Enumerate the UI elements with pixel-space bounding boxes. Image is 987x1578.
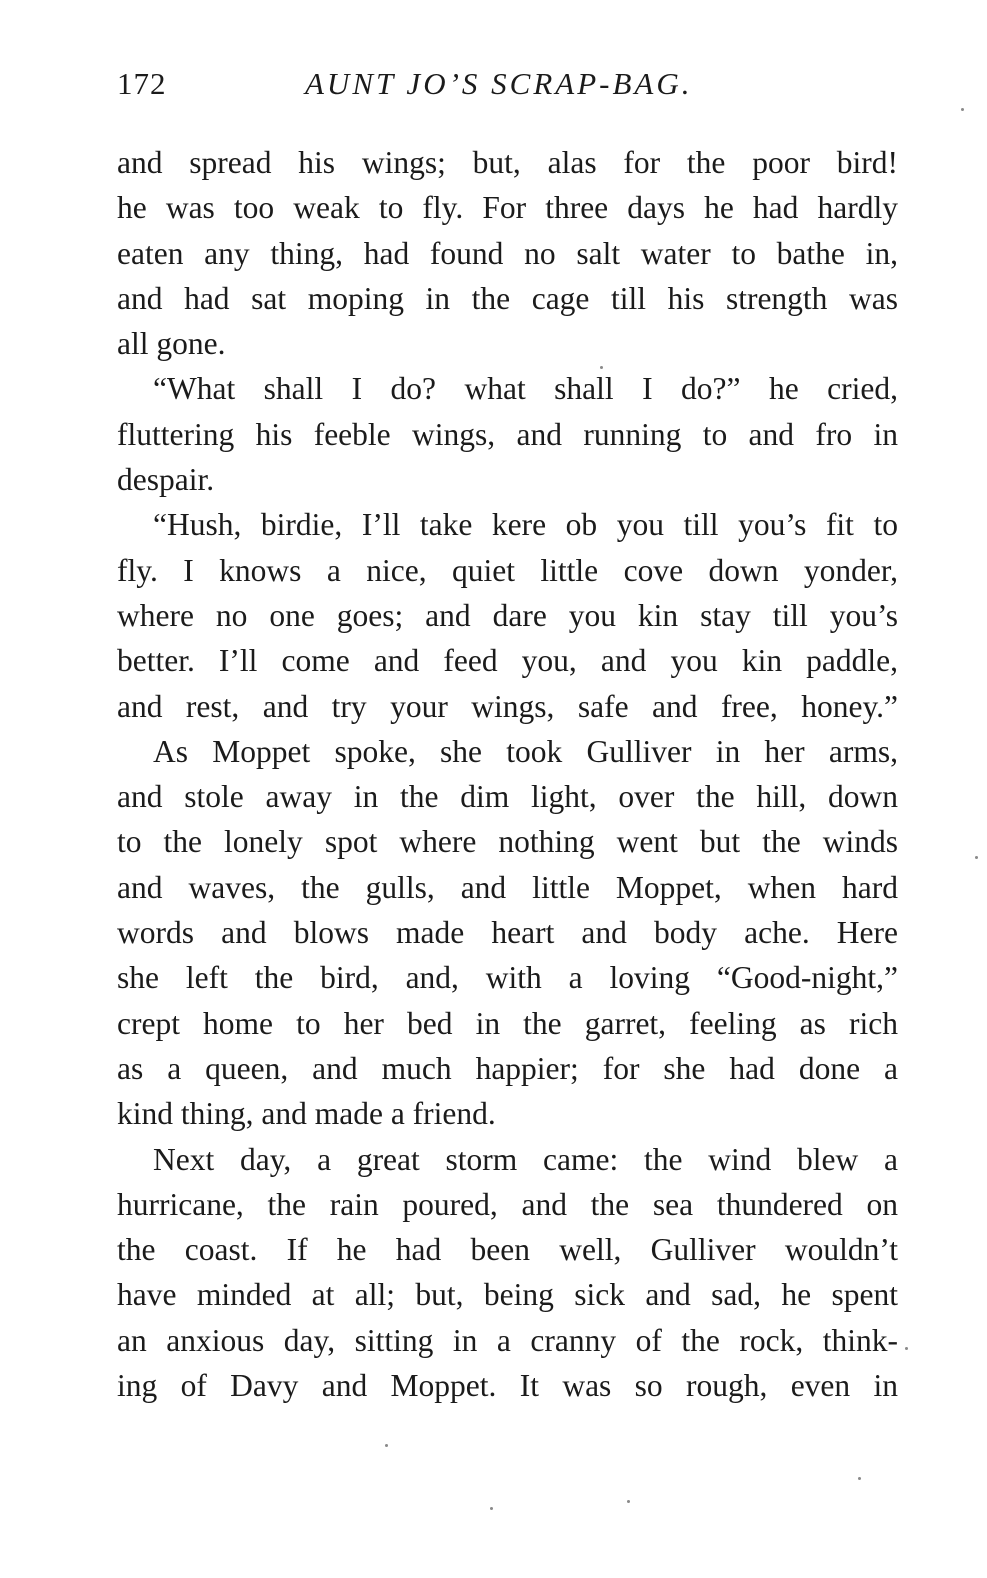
text-line: ing of Davy and Moppet. It was so rough, even in — [117, 1368, 898, 1404]
text-line: words and blows made heart and body ache. Here — [117, 915, 898, 951]
scan-speck — [490, 1507, 493, 1510]
text-line: and spread his wings; but, alas for the poor bird! — [117, 145, 898, 180]
text-line: fly. I knows a nice, quiet little cove down yonder, — [117, 552, 898, 588]
running-title: AUNT JO’S SCRAP-BAG. — [305, 66, 693, 101]
text-line: the coast. If he had been well, Gulliver wouldn’t — [117, 1232, 898, 1268]
text-line: to the lonely spot where nothing went but the winds — [117, 824, 898, 860]
scan-speck — [627, 1500, 630, 1503]
text-line: despair. — [117, 462, 215, 498]
text-line: and waves, the gulls, and little Moppet, when hard — [117, 869, 898, 905]
text-line: fluttering his feeble wings, and running to and fro in — [117, 416, 898, 452]
text-line: crept home to her bed in the garret, feeling as rich — [117, 1005, 898, 1041]
text-line: and stole away in the dim light, over the hill, down — [117, 779, 898, 815]
text-line: she left the bird, and, with a loving “Good-night,” — [117, 960, 898, 996]
text-line: hurricane, the rain poured, and the sea thundered on — [117, 1186, 898, 1222]
scan-speck — [385, 1444, 388, 1447]
text-line: “Hush, birdie, I’ll take kere ob you till you’s fit to — [153, 507, 898, 543]
text-line: have minded at all; but, being sick and sad, he spent — [117, 1277, 898, 1313]
text-line: where no one goes; and dare you kin stay till you’s — [117, 597, 898, 633]
text-line: better. I’ll come and feed you, and you kin paddle, — [117, 643, 898, 679]
text-line: as a queen, and much happier; for she had done a — [117, 1050, 898, 1086]
text-line: an anxious day, sitting in a cranny of the rock, think- — [117, 1322, 898, 1358]
body-text — [117, 140, 898, 1408]
scan-speck — [975, 856, 978, 859]
scan-speck — [961, 108, 964, 111]
scan-speck — [858, 1477, 861, 1480]
text-line: As Moppet spoke, she took Gulliver in her arms, — [153, 733, 898, 769]
running-head — [117, 64, 897, 104]
text-line: he was too weak to fly. For three days he had hardly — [117, 190, 898, 226]
text-line: kind thing, and made a friend. — [117, 1096, 496, 1132]
text-line: all gone. — [117, 326, 226, 362]
text-line: Next day, a great storm came: the wind blew a — [153, 1141, 898, 1177]
text-line: and rest, and try your wings, safe and free, honey.” — [117, 688, 898, 724]
scan-speck — [905, 1347, 908, 1350]
text-line: eaten any thing, had found no salt water to bathe in, — [117, 235, 898, 271]
text-line: “What shall I do? what shall I do?” he cried, — [153, 371, 898, 407]
text-line: and had sat moping in the cage till his strength was — [117, 280, 898, 316]
scan-speck — [600, 366, 603, 369]
page-number: 172 — [117, 66, 167, 101]
